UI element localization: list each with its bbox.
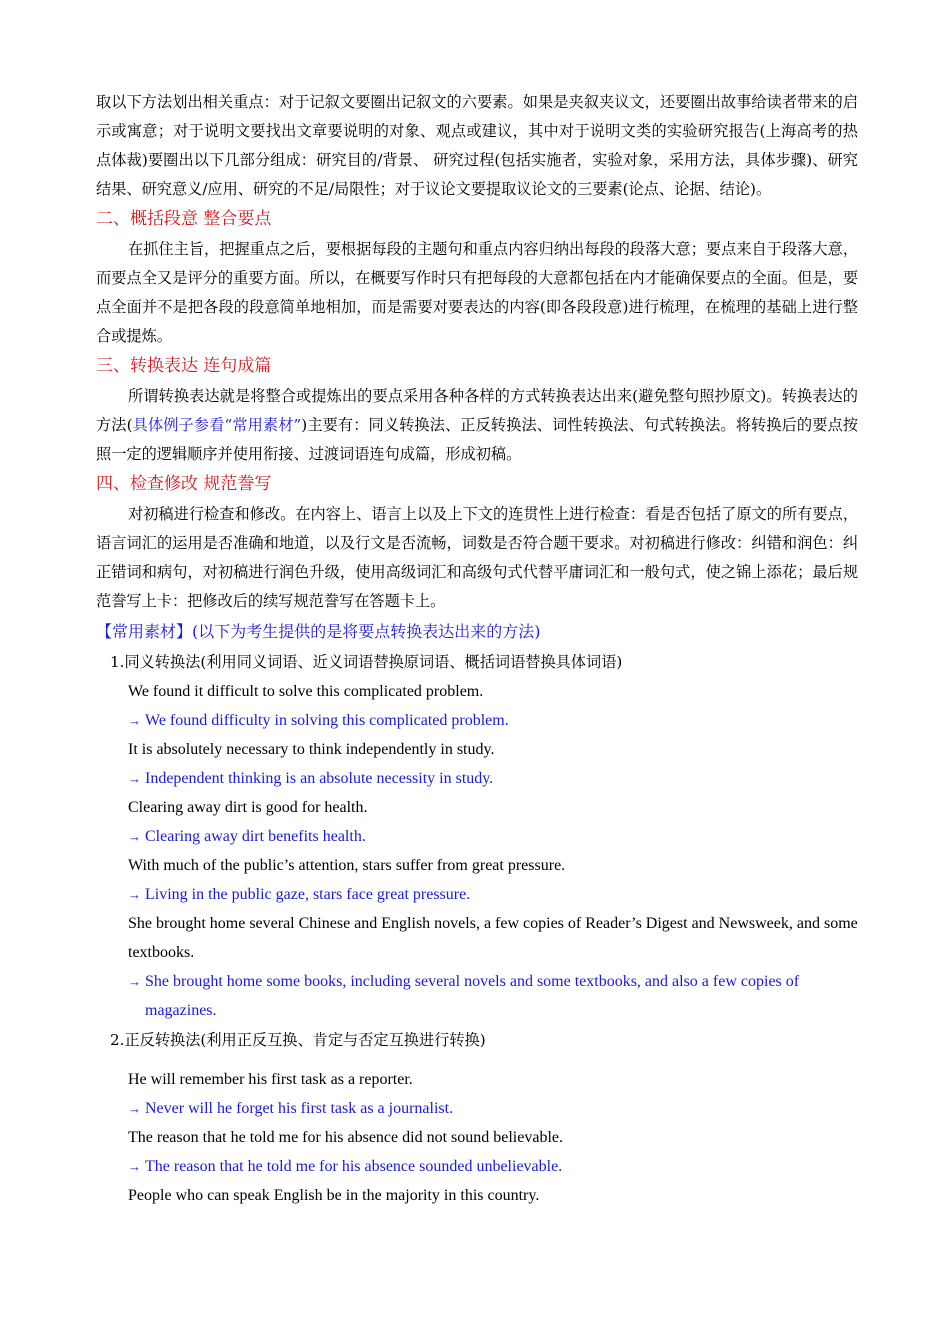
example-converted: → Clearing away dirt benefits health. bbox=[128, 822, 858, 851]
example-converted: → Never will he forget his first task as a journalist. bbox=[128, 1094, 858, 1123]
section-body-3 bbox=[96, 382, 858, 469]
arrow-right-icon: → bbox=[128, 974, 141, 989]
section-body-2: 在抓住主旨，把握重点之后，要根据每段的主题句和重点内容归纳出每段的段落大意；要点来自于段落大意，而要点全又是评分的重要方面。所以，在概要写作时只有把每段的大意都包括在内才能确保要点的全面。但是，要点全面并不是把各段的段意简单地相加，而是需要对要表达的内容(即各段段意)进行梳理，在梳理的基础上进行整合或提炼。 bbox=[96, 240, 858, 345]
example-original: The reason that he told me for his absence did not sound believable. bbox=[128, 1129, 563, 1146]
arrow-right-icon: → bbox=[128, 771, 141, 786]
section-body-4: 对初稿进行检查和修改。在内容上、语言上以及上下文的连贯性上进行检查：看是否包括了原文的所有要点，语言词汇的运用是否准确和地道，以及行文是否流畅，词数是否符合题干要求。对初稿进行修改：纠错和润色：纠正错词和病句，对初稿进行润色升级，使用高级词汇和高级句式代替平庸词汇和一般句式，使之锦上添花；最后规范誊写上卡：把修改后的续写规范誊写在答题卡上。 bbox=[96, 505, 858, 610]
arrow-right-icon: → bbox=[128, 829, 141, 844]
arrow-right-icon: → bbox=[128, 713, 141, 728]
example-original: We found it difficult to solve this complicated problem. bbox=[128, 683, 484, 700]
example-original: It is absolutely necessary to think independently in study. bbox=[128, 741, 495, 758]
method-1-title: 1.同义转换法(利用同义词语、近义词语替换原词语、概括词语替换具体词语) bbox=[110, 653, 623, 671]
section-body-3-part2: )主要有：同义转换法、正反转换法、词性转换法、句式转换法。将转换后的要点按照一定的逻辑顺序并使用衔接、过渡词语连句成篇，形成初稿。 bbox=[96, 416, 858, 463]
materials-title-bracket: 【常用素材】 bbox=[96, 622, 193, 641]
materials-title bbox=[96, 616, 858, 647]
example-original: With much of the public’s attention, stars suffer from great pressure. bbox=[128, 857, 566, 874]
arrow-right-icon: → bbox=[128, 1159, 141, 1174]
example-original: He will remember his first task as a reporter. bbox=[128, 1071, 413, 1088]
example-original: Clearing away dirt is good for health. bbox=[128, 799, 368, 816]
example-converted: → Living in the public gaze, stars face great pressure. bbox=[128, 880, 858, 909]
materials-title-note: (以下为考生提供的是将要点转换表达出来的方法) bbox=[192, 622, 541, 641]
arrow-right-icon: → bbox=[128, 887, 141, 902]
materials-reference-link[interactable]: 具体例子参看“常用素材” bbox=[132, 416, 302, 434]
section-heading-3: 三、转换表达 连句成篇 bbox=[96, 356, 272, 376]
example-converted: → She brought home some books, including several novels and some textbooks, and also a few copies of magazines. bbox=[128, 967, 858, 1025]
intro-paragraph: 取以下方法划出相关重点：对于记叙文要圈出记叙文的六要素。如果是夹叙夹议文，还要圈出故事给读者带来的启示或寓意；对于说明文要找出文章要说明的对象、观点或建议，其中对于说明文类的实验研究报告(上海高考的热点体裁)要圈出以下几部分组成：研究目的/背景、 研究过程(包括实施者，实验对象，采用方法，具体步骤)、研究结果、研究意义/应用、研究的不足/局限性；对于议论文要提取议论文的三要素(论点、论据、结论)。 bbox=[96, 93, 858, 198]
method-2-title: 2.正反转换法(利用正反互换、肯定与否定互换进行转换) bbox=[110, 1031, 486, 1049]
example-original: People who can speak English be in the majority in this country. bbox=[128, 1187, 540, 1204]
spacer bbox=[96, 1055, 858, 1065]
document-page bbox=[96, 88, 858, 1210]
example-converted: → Independent thinking is an absolute necessity in study. bbox=[128, 764, 858, 793]
section-heading-2: 二、概括段意 整合要点 bbox=[96, 209, 272, 229]
example-converted: → We found difficulty in solving this complicated problem. bbox=[128, 706, 858, 735]
example-original: She brought home several Chinese and English novels, a few copies of Reader’s Digest and Newsweek, and some textbooks. bbox=[128, 915, 858, 961]
section-heading-4: 四、检查修改 规范誊写 bbox=[96, 474, 272, 494]
arrow-right-icon: → bbox=[128, 1101, 141, 1116]
example-converted: → The reason that he told me for his absence sounded unbelievable. bbox=[128, 1152, 858, 1181]
section-body-3-part1: 所谓转换表达就是将整合或提炼出的要点采用各种各样的方式转换表达出来(避免整句照抄原文)。转换表达的方法( bbox=[96, 387, 858, 434]
